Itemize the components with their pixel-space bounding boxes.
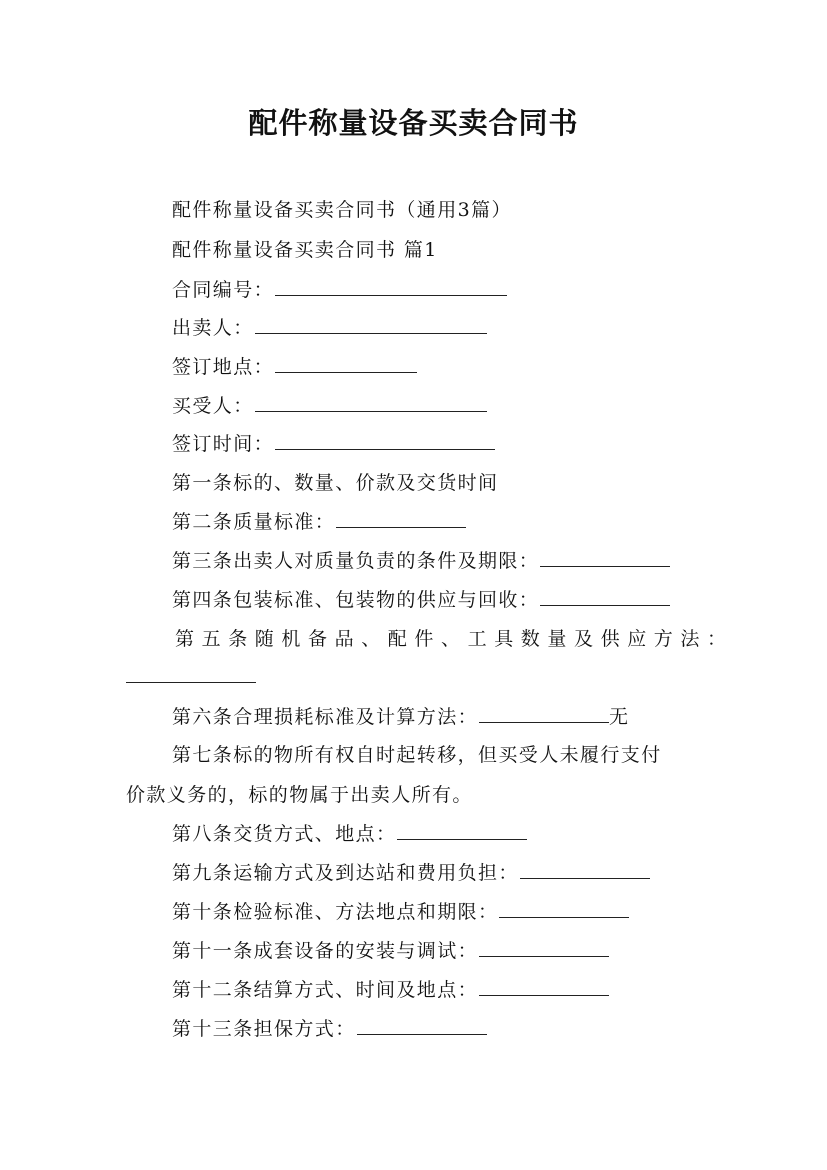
clause-3-row xyxy=(172,547,670,575)
sign-place-row xyxy=(172,353,417,381)
document-title: 配件称量设备买卖合同书 xyxy=(248,106,579,140)
buyer-blank xyxy=(255,392,487,412)
sign-time-blank xyxy=(275,430,495,450)
clause-10-text: 第十条检验标准、方法地点和期限： xyxy=(172,901,499,923)
clause-12-text: 第十二条结算方式、时间及地点： xyxy=(172,979,479,1001)
clause-9-row xyxy=(172,859,650,887)
seller-row xyxy=(172,314,487,342)
clause-4-blank xyxy=(540,586,670,606)
clause-1: 第一条标的、数量、价款及交货时间 xyxy=(172,472,499,494)
clause-8-blank xyxy=(397,820,527,840)
clause-3-text: 第三条出卖人对质量负责的条件及期限： xyxy=(172,550,540,572)
clause-11-blank xyxy=(479,937,609,957)
clause-12-blank xyxy=(479,976,609,996)
buyer-label: 买受人： xyxy=(172,395,254,417)
clause-8-text: 第八条交货方式、地点： xyxy=(172,823,397,845)
seller-blank xyxy=(255,314,487,334)
clause-9-blank xyxy=(520,859,650,879)
clause-13-blank xyxy=(357,1015,487,1035)
contract-number-label: 合同编号： xyxy=(172,279,275,301)
clause-8-row xyxy=(172,820,527,848)
clause-5-text: 第五条随机备品、配件、工具数量及供应方法： xyxy=(175,628,734,650)
clause-9-text: 第九条运输方式及到达站和费用负担： xyxy=(172,862,519,884)
clause-10-blank xyxy=(499,898,629,918)
contract-number-row xyxy=(172,276,507,304)
clause-13-row xyxy=(172,1015,487,1043)
clause-13-text: 第十三条担保方式： xyxy=(172,1018,356,1040)
section-heading: 配件称量设备买卖合同书 篇1 xyxy=(172,239,438,261)
clause-6-row xyxy=(172,703,629,731)
clause-7-line-1: 第七条标的物所有权自时起转移，但买受人未履行支付 xyxy=(172,744,662,766)
contract-number-blank xyxy=(275,276,507,296)
clause-6-text: 第六条合理损耗标准及计算方法： xyxy=(172,706,479,728)
clause-11-text: 第十一条成套设备的安装与调试： xyxy=(172,940,479,962)
clause-11-row xyxy=(172,937,609,965)
sign-time-row xyxy=(172,430,495,458)
clause-2-row xyxy=(172,508,466,536)
clause-6-suffix: 无 xyxy=(609,706,630,728)
clause-12-row xyxy=(172,976,609,1004)
clause-4-text: 第四条包装标准、包装物的供应与回收： xyxy=(172,589,540,611)
clause-2-text: 第二条质量标准： xyxy=(172,511,336,533)
clause-6-blank xyxy=(479,703,609,723)
seller-label: 出卖人： xyxy=(172,317,254,339)
clause-5-row-2 xyxy=(126,663,256,691)
clause-7-line-2: 价款义务的，标的物属于出卖人所有。 xyxy=(126,784,473,806)
document-subtitle: 配件称量设备买卖合同书（通用3篇） xyxy=(172,199,512,221)
sign-place-blank xyxy=(275,353,417,373)
sign-place-label: 签订地点： xyxy=(172,356,275,378)
clause-4-row xyxy=(172,586,670,614)
clause-2-blank xyxy=(336,508,466,528)
clause-10-row xyxy=(172,898,629,926)
clause-5-blank xyxy=(126,663,256,683)
clause-3-blank xyxy=(540,547,670,567)
sign-time-label: 签订时间： xyxy=(172,433,275,455)
buyer-row xyxy=(172,392,487,420)
